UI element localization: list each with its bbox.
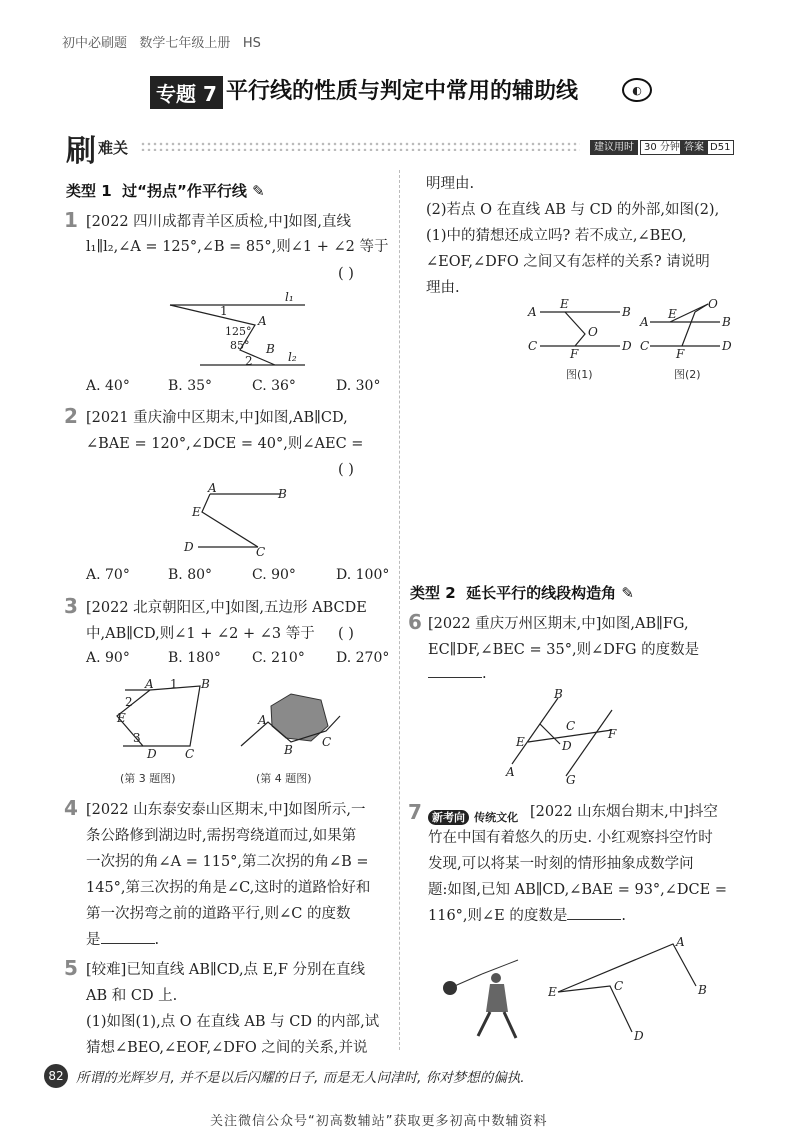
- q3-n2: 2: [125, 695, 133, 709]
- q2-a: A: [208, 482, 217, 495]
- q7-line2: 竹在中国有着悠久的历史. 小红观察抖空竹时: [428, 830, 713, 846]
- link-icon: ✎: [252, 182, 265, 200]
- q1-line2: l₁∥l₂,∠A = 125°,∠B = 85°,则∠1 + ∠2 等于: [86, 239, 389, 255]
- q5-caption-1: 图(1): [566, 368, 593, 381]
- q6-figure: [500, 686, 630, 786]
- series-name: 初中必刷题: [62, 36, 128, 51]
- q6-b: B: [554, 687, 563, 701]
- q2-d: D: [184, 540, 194, 554]
- q6-line3: .: [428, 662, 487, 687]
- q4-line1: [2022 山东泰安泰山区期末,中]如图所示,一: [86, 802, 366, 818]
- answer-page: D51: [706, 140, 734, 155]
- type1-heading: [66, 180, 265, 201]
- q7-line4: 题:如图,已知 AB∥CD,∠BAE = 93°,∠DCE =: [428, 882, 727, 898]
- q3-n3: 3: [133, 731, 141, 745]
- q1-n1: 1: [220, 304, 228, 318]
- q7-line5-text: 116°,则∠E 的度数是: [428, 908, 568, 924]
- type1-label: 类型 1: [66, 182, 112, 200]
- type1-text: 过“拐点”作平行线: [122, 182, 247, 200]
- q6-a: A: [506, 765, 515, 779]
- type2-label: 类型 2: [410, 584, 456, 602]
- q1-option-b[interactable]: B. 35°: [168, 378, 213, 394]
- q3-n1: 1: [170, 677, 178, 691]
- q1-85: 85°: [230, 339, 250, 352]
- q5-f1-d: D: [622, 339, 632, 353]
- q6-line1: [2022 重庆万州区期末,中]如图,AB∥FG,: [428, 616, 689, 632]
- q6-number: 6: [408, 610, 422, 634]
- q4-line4: 145°,第三次拐的角是∠C,这时的道路恰好和: [86, 880, 371, 896]
- q3-option-d[interactable]: D. 270°: [336, 650, 390, 666]
- link-icon: ✎: [621, 584, 634, 602]
- q5-f2-f: F: [676, 347, 685, 361]
- q1-b: B: [266, 342, 275, 356]
- q3-line2: 中,AB∥CD,则∠1 + ∠2 + ∠3 等于: [86, 626, 315, 642]
- q3-answer-paren: ( ): [338, 626, 354, 642]
- q3-caption: (第 3 题图): [120, 772, 176, 785]
- answer-label: 答案: [680, 140, 708, 155]
- q7-tags: [428, 806, 518, 825]
- type2-heading: [410, 582, 634, 603]
- topic-badge: 专题 7: [150, 76, 223, 109]
- type2-text: 延长平行的线段构造角: [466, 584, 617, 602]
- q2-option-b[interactable]: B. 80°: [168, 567, 213, 583]
- q4-line5: 第一次拐弯之前的道路平行,则∠C 的度数: [86, 906, 351, 922]
- page-number: 82: [44, 1064, 68, 1088]
- q1-option-d[interactable]: D. 30°: [336, 378, 381, 394]
- q3-a: A: [145, 677, 154, 691]
- q7-tag-new: 新考向: [428, 810, 469, 825]
- q2-option-a[interactable]: A. 70°: [86, 567, 130, 583]
- q4-number: 4: [64, 796, 78, 820]
- q5-f1-a: A: [528, 305, 537, 319]
- q3-option-b[interactable]: B. 180°: [168, 650, 221, 666]
- q7-c: C: [614, 979, 624, 993]
- q4-line3: 一次拐的角∠A = 115°,第二次拐的角∠B =: [86, 854, 369, 870]
- q5-f1-o: O: [588, 325, 598, 339]
- q5-caption-2: 图(2): [674, 368, 701, 381]
- q3-option-c[interactable]: C. 210°: [252, 650, 305, 666]
- q3-b: B: [201, 677, 210, 691]
- suggest-time-label: 建议用时: [590, 140, 638, 155]
- q4-a: A: [258, 713, 267, 727]
- q4-last: 是: [86, 932, 101, 948]
- diabolo-player-image: [438, 956, 528, 1046]
- q2-e: E: [192, 505, 201, 519]
- q3-c: C: [185, 747, 195, 761]
- q5-f2-d: D: [722, 339, 732, 353]
- suggest-time-value: 30 分钟: [640, 140, 684, 155]
- running-header: [62, 32, 261, 51]
- column-divider: [399, 170, 400, 1050]
- q5-line2: AB 和 CD 上.: [86, 988, 178, 1004]
- q5-f1-e: E: [560, 298, 569, 311]
- q5-line3: (1)如图(1),点 O 在直线 AB 与 CD 的内部,试: [86, 1014, 380, 1030]
- q4-b: B: [284, 743, 293, 756]
- q5-right-line5: 理由.: [426, 280, 460, 296]
- book-name: 数学七年级上册: [139, 36, 231, 51]
- q6-line2: EC∥DF,∠BEC = 35°,则∠DFG 的度数是: [428, 642, 700, 658]
- q1-option-c[interactable]: C. 36°: [252, 378, 296, 394]
- q1-answer-paren: ( ): [338, 266, 354, 282]
- q7-b: B: [698, 983, 707, 997]
- q7-figure: [548, 936, 718, 1046]
- q5-number: 5: [64, 956, 78, 980]
- q2-line1: [2021 重庆渝中区期末,中]如图,AB∥CD,: [86, 410, 348, 426]
- q2-figure: [180, 482, 300, 562]
- q2-number: 2: [64, 404, 78, 428]
- q5-right-line1: 明理由.: [426, 176, 475, 192]
- q1-option-a[interactable]: A. 40°: [86, 378, 130, 394]
- q2-line2: ∠BAE = 120°,∠DCE = 40°,则∠AEC =: [86, 436, 364, 452]
- q6-d: D: [562, 739, 572, 753]
- q7-a: A: [676, 936, 685, 949]
- q5-f1-b: B: [622, 305, 631, 319]
- q4-blank[interactable]: [101, 929, 155, 944]
- q3-d: D: [147, 747, 157, 761]
- q1-figure: [160, 285, 320, 375]
- q4-caption: (第 4 题图): [256, 772, 312, 785]
- q1-n2: 2: [245, 354, 253, 368]
- q5-line4: 猜想∠BEO,∠EOF,∠DFO 之间的关系,并说: [86, 1040, 368, 1056]
- q5-right-line2: (2)若点 O 在直线 AB 与 CD 的外部,如图(2),: [426, 202, 720, 218]
- q4-c: C: [322, 735, 332, 749]
- q3-e: E: [117, 711, 126, 725]
- q2-b: B: [278, 487, 287, 501]
- q1-l1: l₁: [285, 290, 294, 304]
- q5-line1: [较难]已知直线 AB∥CD,点 E,F 分别在直线: [86, 962, 366, 978]
- q3-figure: [105, 676, 225, 761]
- q4-end: .: [154, 932, 160, 948]
- q5-f2-a: A: [640, 315, 649, 329]
- q7-d: D: [634, 1029, 644, 1043]
- dot-band: [140, 141, 580, 151]
- motto-quote: 所谓的光辉岁月, 并不是以后闪耀的日子, 而是无人问津时, 你对梦想的偏执.: [76, 1070, 525, 1086]
- q1-a: A: [258, 314, 267, 328]
- video-icon: ◐: [622, 78, 652, 102]
- footer-note: 关注微信公众号“初高数辅站”获取更多初高中数辅资料: [210, 1114, 548, 1129]
- level-label: 难关: [98, 139, 129, 157]
- q1-line1: [2022 四川成都青羊区质检,中]如图,直线: [86, 214, 352, 230]
- q7-tag-topic: 传统文化: [474, 811, 519, 824]
- q5-right-line4: ∠EOF,∠DFO 之间又有怎样的关系? 请说明: [426, 254, 710, 270]
- q5-right-line3: (1)中的猜想还成立吗? 若不成立,∠BEO,: [426, 228, 687, 244]
- q7-line5: 116°,则∠E 的度数是 .: [428, 904, 626, 929]
- q5-f1-f: F: [570, 347, 579, 361]
- q6-g: G: [566, 773, 576, 786]
- q5-f2-c: C: [640, 339, 650, 353]
- q1-number: 1: [64, 208, 78, 232]
- q2-c: C: [256, 545, 266, 559]
- page-title: 平行线的性质与判定中常用的辅助线: [226, 79, 579, 104]
- shua-mark: 刷: [66, 134, 96, 169]
- q4-line6: [86, 928, 159, 953]
- q7-blank[interactable]: [567, 905, 621, 920]
- q3-number: 3: [64, 594, 78, 618]
- q5-f1-c: C: [528, 339, 538, 353]
- q3-line1: [2022 北京朝阳区,中]如图,五边形 ABCDE: [86, 600, 367, 616]
- q7-line1: [2022 山东烟台期末,中]抖空: [530, 804, 718, 820]
- q2-option-d[interactable]: D. 100°: [336, 567, 390, 583]
- q5-figures: [520, 298, 740, 380]
- q4-line2: 条公路修到湖边时,需拐弯绕道而过,如果第: [86, 828, 357, 844]
- q6-c: C: [566, 719, 576, 733]
- q1-l2: l₂: [288, 350, 297, 364]
- q1-125: 125°: [225, 325, 252, 338]
- q7-number: 7: [408, 800, 422, 824]
- q6-blank[interactable]: [428, 663, 482, 678]
- q7-e: E: [548, 985, 557, 999]
- q2-answer-paren: ( ): [338, 462, 354, 478]
- q4-figure: [236, 686, 346, 756]
- q5-f2-e: E: [668, 307, 677, 321]
- q6-f: F: [608, 727, 617, 741]
- q6-e: E: [516, 735, 525, 749]
- q3-option-a[interactable]: A. 90°: [86, 650, 130, 666]
- q5-f2-o: O: [708, 298, 718, 311]
- edition: HS: [242, 36, 261, 51]
- q2-option-c[interactable]: C. 90°: [252, 567, 296, 583]
- q7-line3: 发现,可以将某一时刻的情形抽象成数学问: [428, 856, 694, 872]
- q5-f2-b: B: [722, 315, 731, 329]
